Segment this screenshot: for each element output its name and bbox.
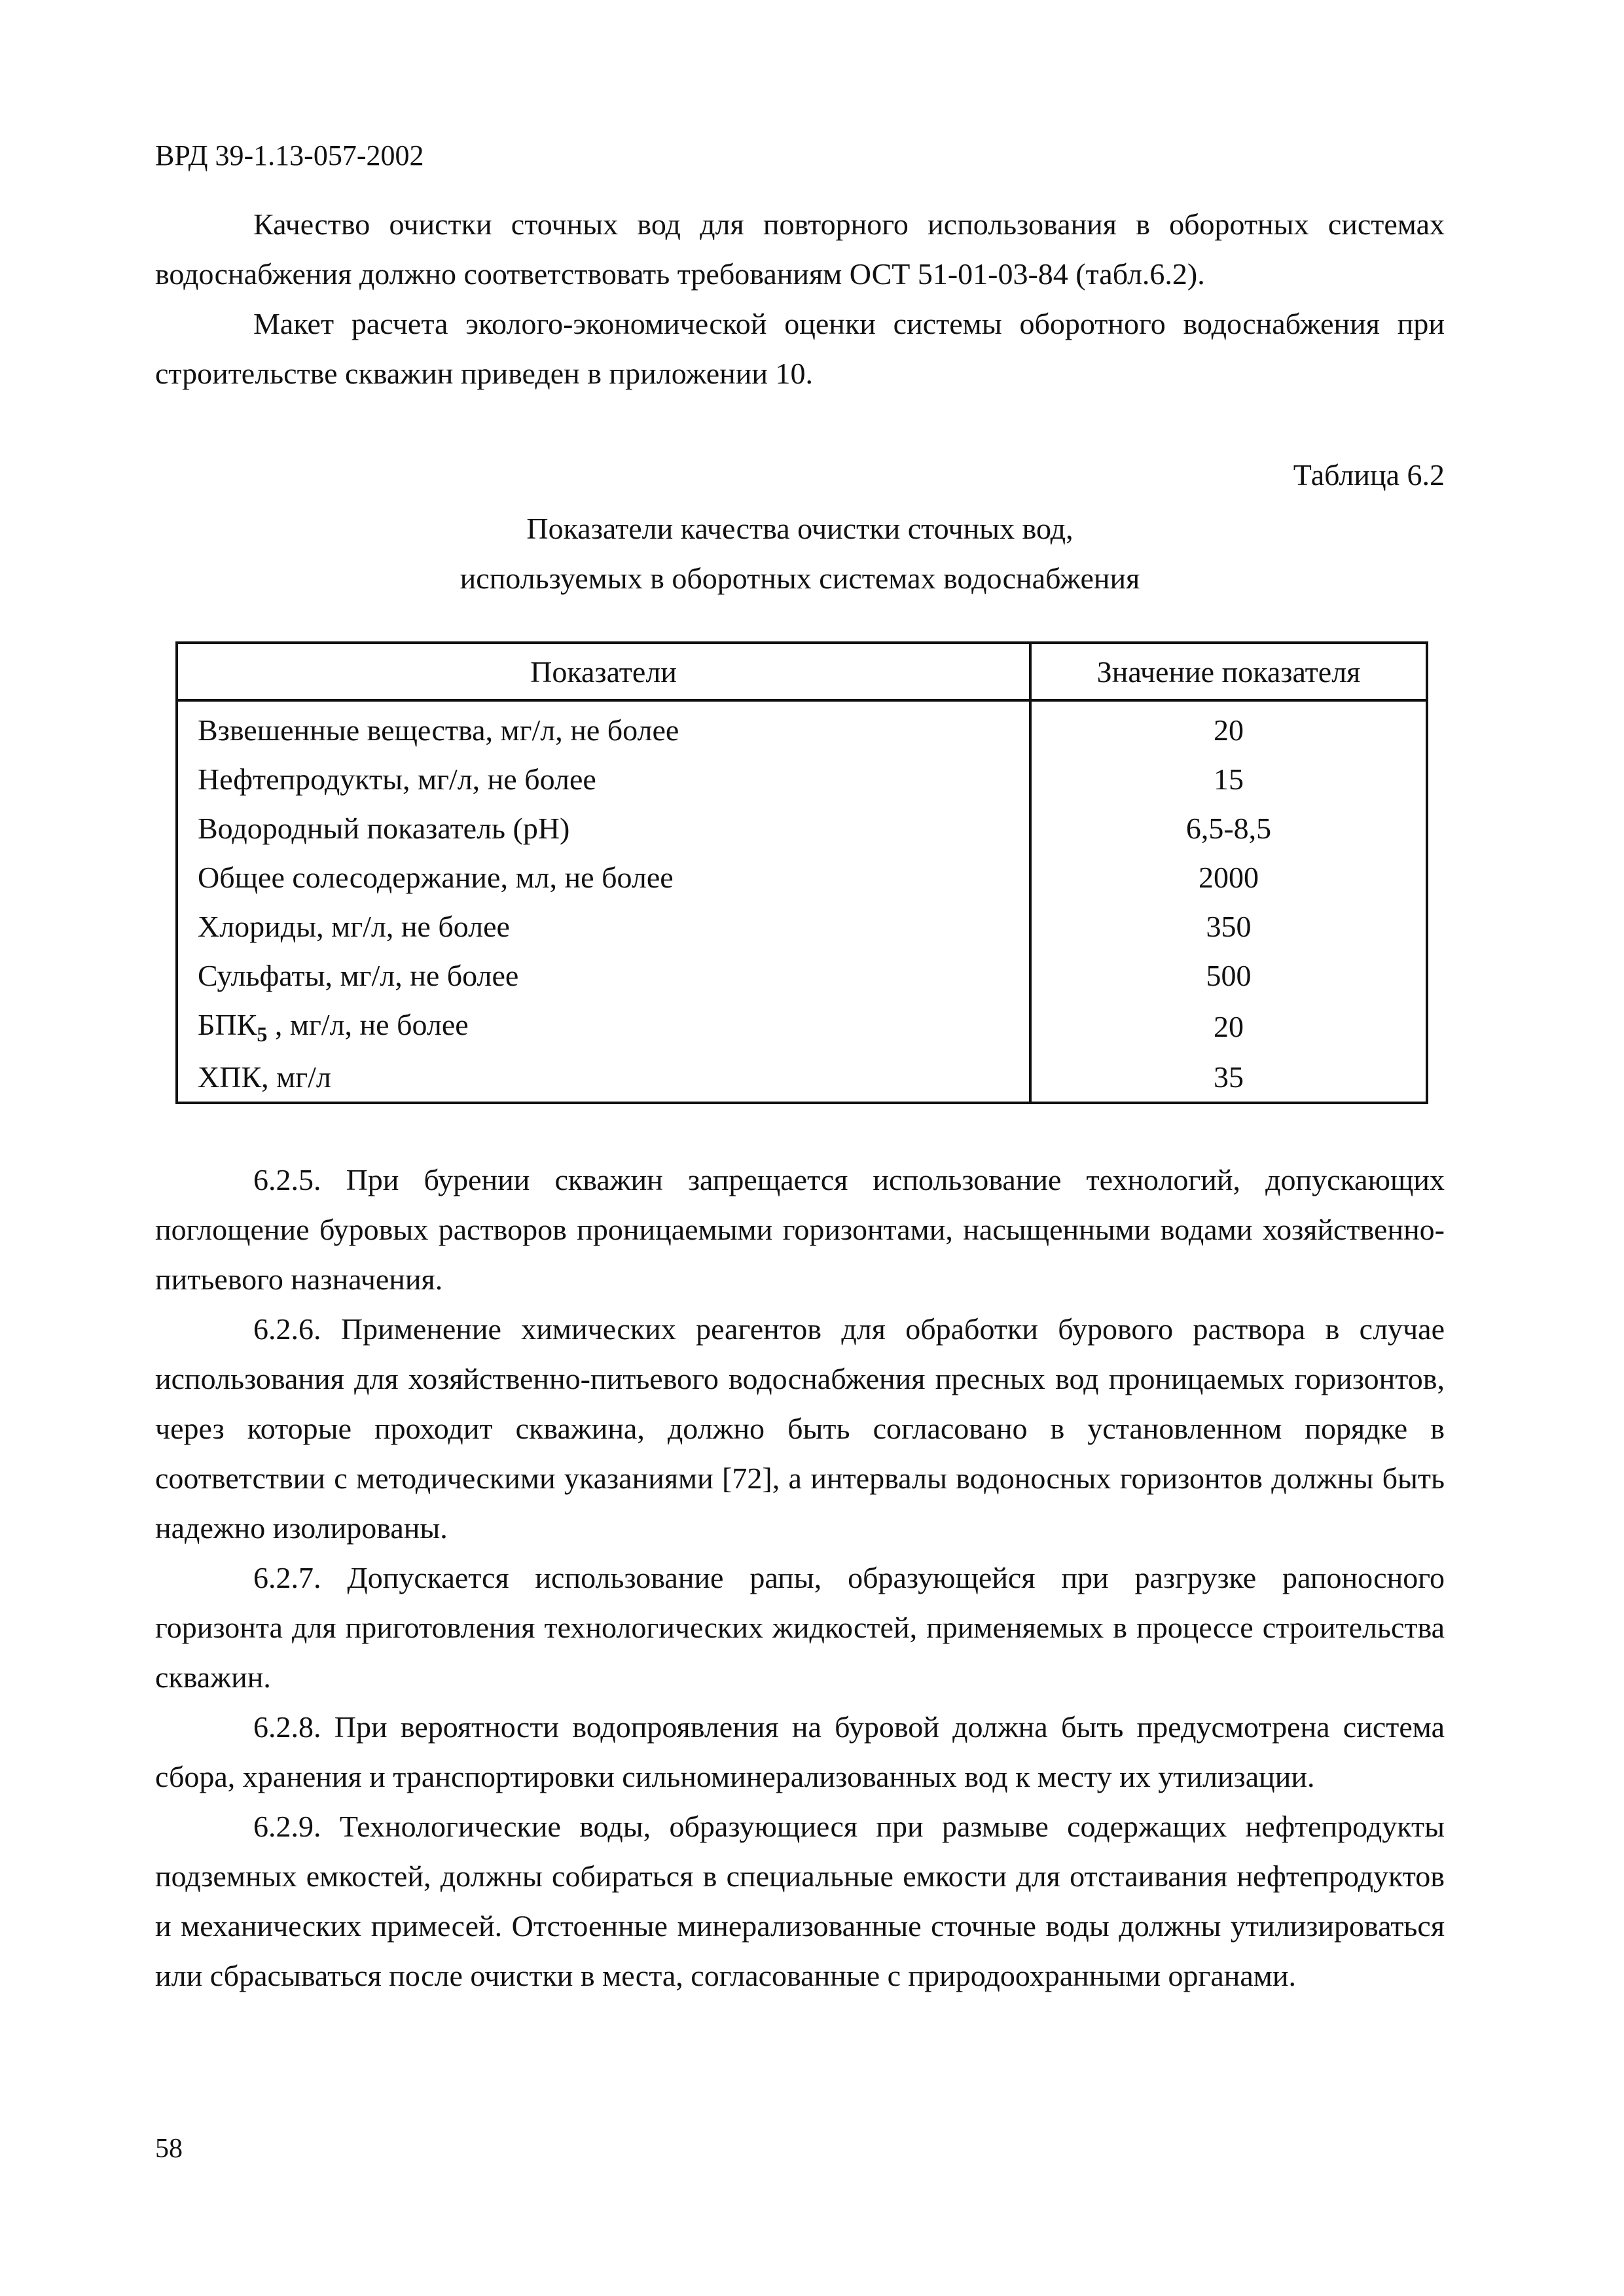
indicator-value: 20 [1030, 700, 1427, 755]
indicator-value: 35 [1030, 1052, 1427, 1103]
section-paragraph: 6.2.8. При вероятности водопроявления на буровой должна быть предусмотрена система сбора, хранения и транспортировки сильноминерализованных вод к месту их утилизации. [155, 1710, 1445, 1793]
indicator-name: Хлориды, мг/л, не более [177, 902, 1030, 951]
table-number: Таблица 6.2 [1293, 458, 1445, 492]
indicator-value: 350 [1030, 902, 1427, 951]
section-paragraph: 6.2.5. При бурении скважин запрещается использование технологий, допускающих поглощение буровых растворов проницаемыми горизонтами, насыщенными водами хозяйственно-питьевого назначения. [155, 1163, 1445, 1296]
table-title-line: используемых в оборотных системах водоснабжения [460, 562, 1140, 595]
table-row [177, 755, 1427, 804]
indicator-name: Взвешенные вещества, мг/л, не более [177, 700, 1030, 755]
section-paragraph: 6.2.9. Технологические воды, образующиеся при размыве содержащих нефтепродукты подземных емкостей, должны собираться в специальные емкости для отстаивания нефтепродуктов и механических примесей. Отстоенные минерализованные сточные воды должны утилизироваться или сбрасываться после очистки в места, согласованные с природоохранными органами. [155, 1810, 1445, 1992]
indicator-name [177, 1000, 1030, 1052]
indicator-value: 15 [1030, 755, 1427, 804]
table-header-row [177, 643, 1427, 700]
document-code-header: ВРД 39-1.13-057-2002 [155, 139, 424, 171]
table-row [177, 902, 1427, 951]
indicator-name: Нефтепродукты, мг/л, не более [177, 755, 1030, 804]
paragraph: Качество очистки сточных вод для повторного использования в оборотных системах водоснабжения должно соответствовать требованиям ОСТ 51-01-03-84 (табл.6.2). [155, 207, 1445, 291]
indicator-value: 500 [1030, 951, 1427, 1000]
table-row [177, 700, 1427, 755]
indicator-value: 20 [1030, 1000, 1427, 1052]
indicator-name: Сульфаты, мг/л, не более [177, 951, 1030, 1000]
indicator-name: Общее солесодержание, мл, не более [177, 853, 1030, 902]
indicator-name-prefix: БПК [198, 1008, 257, 1041]
indicator-value: 6,5-8,5 [1030, 804, 1427, 853]
indicator-name: Водородный показатель (рН) [177, 804, 1030, 853]
table-row [177, 853, 1427, 902]
paragraph: Макет расчета эколого-экономической оценки системы оборотного водоснабжения при строительстве скважин приведен в приложении 10. [155, 307, 1445, 390]
table-title [155, 504, 1445, 603]
sections-text [155, 1155, 1445, 2001]
table-row [177, 1000, 1427, 1052]
indicator-name-suffix: , мг/л, не более [267, 1008, 469, 1041]
table-title-line: Показатели качества очистки сточных вод, [526, 512, 1074, 545]
intro-text [155, 200, 1445, 399]
column-header-value: Значение показателя [1030, 643, 1427, 700]
section-paragraph: 6.2.7. Допускается использование рапы, образующейся при разгрузке рапоносного горизонта для приготовления технологических жидкостей, применяемых в процессе строительства скважин. [155, 1561, 1445, 1694]
indicator-name-subscript: 5 [257, 1022, 268, 1046]
indicator-value: 2000 [1030, 853, 1427, 902]
column-header-indicators: Показатели [177, 643, 1030, 700]
indicators-table [175, 641, 1428, 1104]
table-row [177, 951, 1427, 1000]
page-number: 58 [155, 2134, 183, 2164]
table-row [177, 1052, 1427, 1103]
section-paragraph: 6.2.6. Применение химических реагентов для обработки бурового раствора в случае использования для хозяйственно-питьевого водоснабжения пресных вод проницаемых горизонтов, через которые проходит скважина, должно быть согласовано в установленном порядке в соответствии с методическими указаниями [72], а интервалы водоносных горизонтов должны быть надежно изолированы. [155, 1312, 1445, 1545]
indicator-name: ХПК, мг/л [177, 1052, 1030, 1103]
table-row [177, 804, 1427, 853]
